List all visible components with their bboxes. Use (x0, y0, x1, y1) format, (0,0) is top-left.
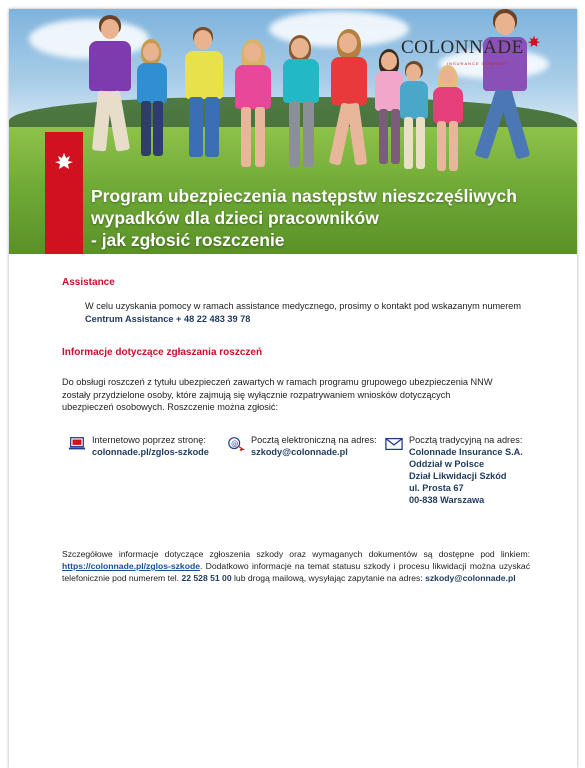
document-page (9, 9, 577, 768)
claims-intro: Do obsługi roszczeń z tytułu ubezpieczeń zawartych w ramach programu grupowego ubezpieczenia NNW zostały przydzielone osoby, które zajmują się wyłącznie rozpatrywaniem wniosków dotyczących ubezpieczeń osobowych. Roszczenie można zgłosić: (62, 377, 493, 412)
online-claim-link[interactable]: colonnade.pl/zglos-szkode (92, 447, 209, 457)
assistance-text: W celu uzyskania pomocy w ramach assistance medycznego, prosimy o kontakt pod wskazanym numerem Centrum Assistance + 48 22 483 39 78 (85, 301, 522, 324)
address-line: Oddział w Polsce (409, 459, 485, 469)
claim-details-link[interactable]: https://colonnade.pl/zglos-szkode (62, 561, 200, 571)
maple-leaf-logo-icon (527, 35, 541, 49)
title-line: - jak zgłosić roszczenie (91, 230, 285, 250)
address-line: 00-838 Warszawa (409, 495, 485, 505)
child-figure (429, 65, 467, 175)
address-line: ul. Prosta 67 (409, 483, 464, 493)
child-figure (79, 15, 139, 165)
claims-email-link[interactable]: szkody@colonnade.pl (251, 447, 348, 457)
claims-heading: Informacje dotyczące zgłaszania roszczeń (62, 347, 263, 358)
title-line: Program ubezpieczenia następstw nieszczęśliwych (91, 186, 517, 206)
address-line: Colonnade Insurance S.A. (409, 447, 523, 457)
contact-email: @ Pocztą elektroniczną na adres: szkody@colonnade.pl (227, 434, 387, 464)
child-figure (231, 39, 275, 174)
child-figure (469, 9, 539, 169)
assistance-heading: Assistance (62, 277, 115, 288)
contact-online: Internetowo poprzez stronę: colonnade.pl/zglos-szkode (68, 434, 228, 464)
at-mouse-icon (227, 436, 245, 452)
child-figure (131, 39, 171, 159)
claims-phone: 22 528 51 00 (181, 573, 232, 583)
child-figure (397, 61, 431, 173)
colonnade-logo: COLONNADE INSURANCE COMPANY (401, 35, 543, 75)
hero-banner (9, 9, 577, 254)
page-title (91, 185, 551, 251)
contact-post: Pocztą tradycyjną na adres: Colonnade Insurance S.A. Oddział w Polsce Dział Likwidacji Szkód ul. Prosta 67 00-838 Warszawa (385, 434, 545, 514)
assistance-phone: Centrum Assistance + 48 22 483 39 78 (85, 313, 251, 324)
footer-info: Szczegółowe informacje dotyczące zgłoszenia szkody oraz wymaganych dokumentów są dostępne pod linkiem: https://colonnade.pl/zglos-szkode. Dodatkowo informacje na temat statusu szkody i procesu likwidacji można uzyskać telefonicznie pod numerem tel. 22 528 51 00 lub drogą mailową, wysyłając zapytanie na adres: szkody@colonnade.pl (62, 549, 530, 583)
address-line: Dział Likwidacji Szkód (409, 471, 507, 481)
footer-email[interactable]: szkody@colonnade.pl (425, 573, 516, 583)
child-figure (179, 27, 229, 167)
svg-text:@: @ (231, 438, 239, 448)
laptop-icon (68, 436, 86, 452)
child-figure (279, 35, 323, 175)
title-line: wypadków dla dzieci pracowników (91, 208, 379, 228)
child-figure (321, 29, 377, 179)
brand-red-block (45, 132, 83, 254)
maple-leaf-icon (54, 152, 74, 172)
envelope-icon (385, 436, 403, 452)
